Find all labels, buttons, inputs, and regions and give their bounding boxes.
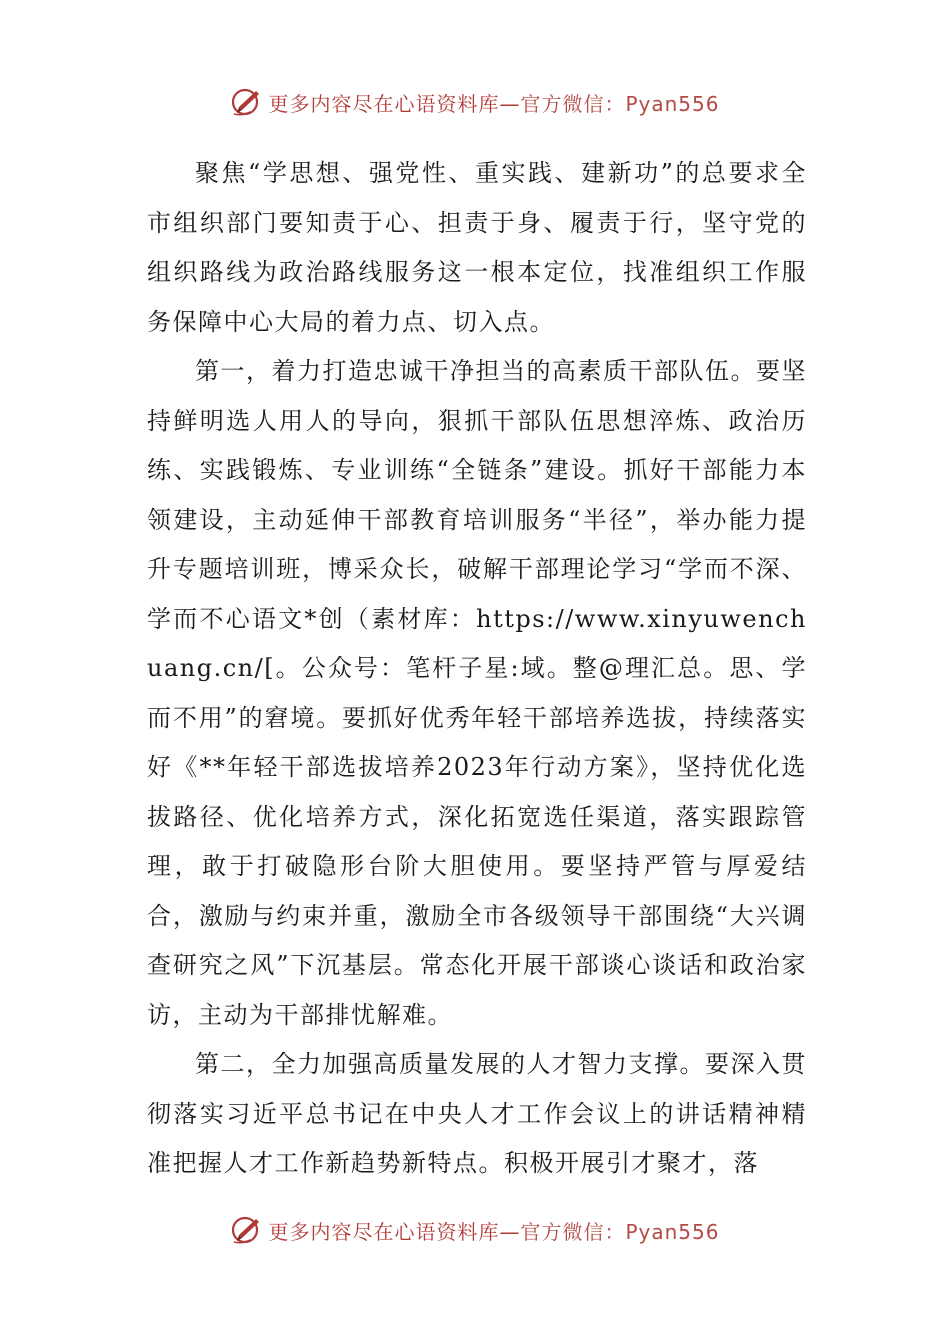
banner-wechat: 官方微信：Pyan556 — [520, 91, 720, 116]
banner-text — [268, 1216, 719, 1245]
document-body — [147, 149, 807, 1189]
header-banner — [0, 82, 950, 122]
banner-site-name: 更多内容尽在心语资料库— — [268, 1219, 521, 1244]
banner-site-name: 更多内容尽在心语资料库— — [268, 91, 521, 116]
banner-wechat: 官方微信：Pyan556 — [520, 1219, 720, 1244]
footer-banner — [0, 1210, 950, 1250]
paragraph-intro: 聚焦“学思想、强党性、重实践、建新功”的总要求全市组织部门要知责于心、担责于身、履责于行，坚守党的组织路线为政治路线服务这一根本定位，找准组织工作服务保障中心大局的着力点、切入点。 — [147, 159, 807, 336]
banner-text — [268, 88, 719, 117]
pen-circle-logo-icon — [230, 85, 264, 119]
paragraph-second-point: 第二，全力加强高质量发展的人才智力支撑。要深入贯彻落实习近平总书记在中央人才工作会议上的讲话精神精准把握人才工作新趋势新特点。积极开展引才聚才，落 — [147, 1050, 807, 1177]
pen-circle-logo-icon — [230, 1213, 264, 1247]
paragraph-first-point: 第一，着力打造忠诚干净担当的高素质干部队伍。要坚持鲜明选人用人的导向，狠抓干部队伍思想淬炼、政治历练、实践锻炼、专业训练“全链条”建设。抓好干部能力本领建设，主动延伸干部教育培训服务“半径”，举办能力提升专题培训班，博采众长，破解干部理论学习“学而不深、学而不心语文*创（素材库：https://www.xinyuwenchuang.cn/[。公众号：笔杆子星:域。整@理汇总。思、学而不用”的窘境。要抓好优秀年轻干部培养选拔，持续落实好《**年轻干部选拔培养2023年行动方案》，坚持优化选拔路径、优化培养方式，深化拓宽选任渠道，落实跟踪管理，敢于打破隐形台阶大胆使用。要坚持严管与厚爱结合，激励与约束并重，激励全市各级领导干部围绕“大兴调查研究之风”下沉基层。常态化开展干部谈心谈话和政治家访，主动为干部排忧解难。 — [147, 357, 807, 1029]
